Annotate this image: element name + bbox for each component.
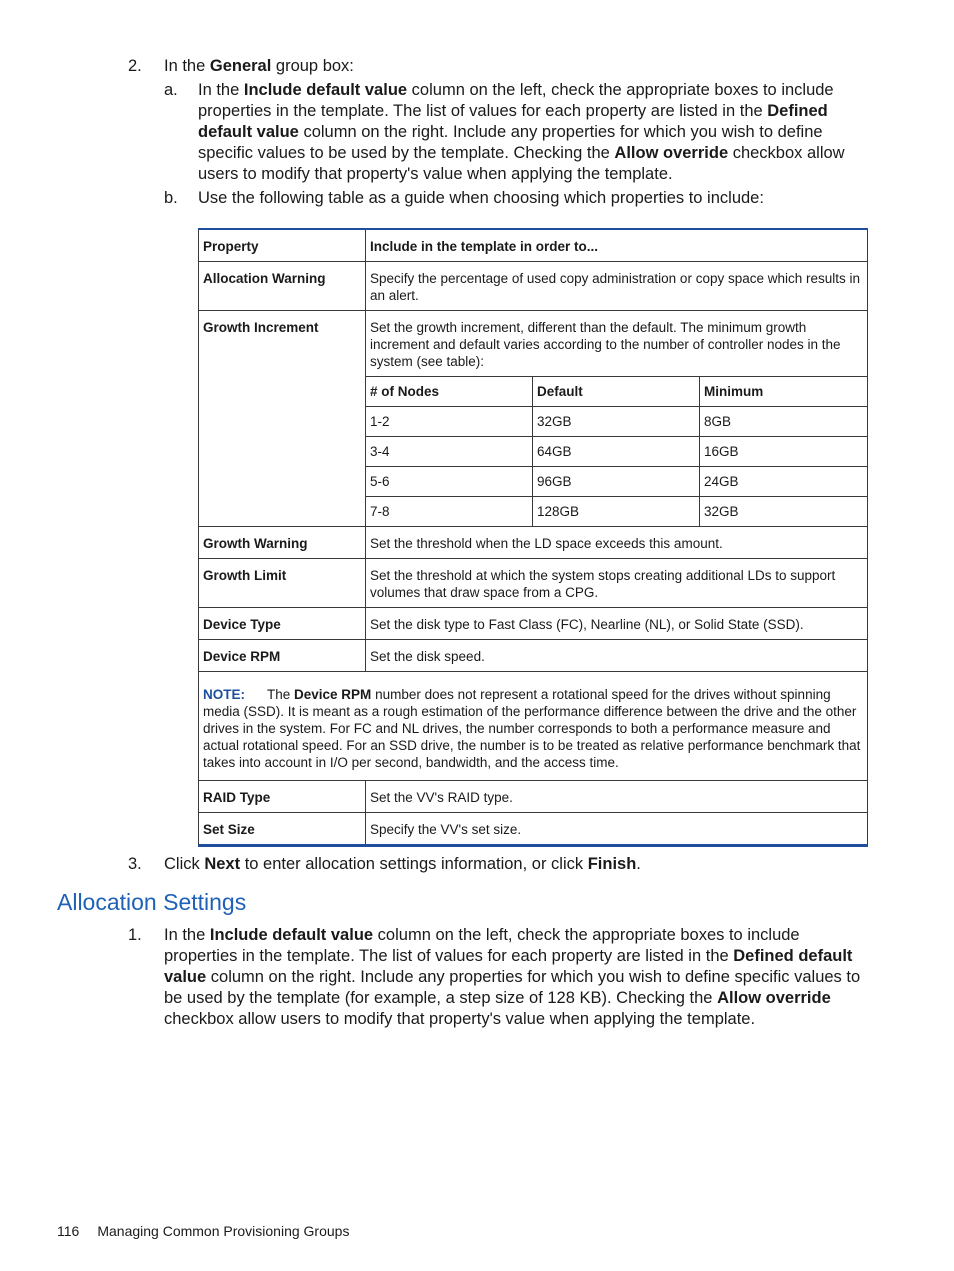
substep-b-text: Use the following table as a guide when choosing which properties to include: (198, 189, 764, 207)
text: checkbox allow users to modify that property's value when applying the template. (198, 144, 845, 183)
description-cell (366, 262, 868, 311)
text: checkbox allow users to modify that property's value when applying the template. (164, 1010, 756, 1028)
nodes-header-cell (700, 377, 868, 407)
text: The (267, 687, 295, 702)
default-cell: 96GB (533, 467, 700, 497)
text: Click (164, 855, 205, 873)
note (199, 672, 867, 780)
page-footer (57, 1223, 349, 1239)
text: column on the left, check the appropriate boxes to include properties in the template. The list of values for each property are listed in the (198, 81, 834, 120)
property-description: Specify the VV's set size. (370, 822, 522, 837)
table-row (199, 559, 868, 608)
chapter-title: Managing Common Provisioning Groups (97, 1223, 350, 1239)
step-number: 2. (128, 57, 142, 75)
table-row (199, 813, 868, 846)
page-number: 116 (57, 1223, 80, 1239)
text: column on the left, check the appropriate boxes to include properties in the template. The list of values for each property are listed in the (164, 926, 800, 965)
table-row (199, 262, 868, 311)
nodes-row (366, 407, 867, 437)
bold-term: Allow override (614, 144, 729, 162)
property-cell (199, 559, 366, 608)
property-name: Device Type (203, 617, 281, 632)
property-description: Specify the percentage of used copy administration or copy space which results in an alert. (370, 271, 861, 303)
nodes-table-header (366, 377, 867, 407)
table-row (199, 608, 868, 640)
property-description: Set the disk type to Fast Class (FC), Nearline (NL), or Solid State (SSD). (370, 617, 804, 632)
table-header-cell (366, 229, 868, 262)
bold-term: Include default value (243, 81, 408, 99)
text: group box: (271, 57, 354, 75)
property-table (198, 228, 868, 847)
property-name: Device RPM (203, 649, 281, 664)
bold-term: Finish (587, 855, 637, 873)
bold-term: Next (204, 855, 241, 873)
nodes-cell: 5-6 (366, 467, 533, 497)
text: In the (164, 57, 210, 75)
substep-label: b. (164, 189, 178, 207)
note-text: number does not represent a rotational speed for the drives without spinning media (SSD). It is meant as a rough estimation of the performance difference between the drive and the other drives in the system. For FC and NL drives, the number corresponds to both a performance measure and actual rotational speed. For an SSD drive, the number is to be treated as relative performance benchmark that takes into account in I/O per second, bandwidth, and the access time. (203, 687, 861, 770)
property-cell (199, 640, 366, 672)
header-label: Minimum (704, 384, 764, 399)
property-description: Set the VV's RAID type. (370, 790, 513, 805)
bold-term: Include default value (209, 926, 374, 944)
text: . (636, 855, 641, 873)
property-cell (199, 813, 366, 846)
table-row (199, 527, 868, 559)
nodes-cell: 1-2 (366, 407, 533, 437)
substep-a-text (198, 80, 866, 185)
description-cell (366, 559, 868, 608)
property-name: Growth Increment (203, 320, 319, 335)
text: In the (164, 926, 210, 944)
substep-label: a. (164, 81, 178, 99)
note-label: NOTE: (203, 687, 245, 702)
nodes-table (366, 376, 867, 526)
note-row (199, 672, 868, 781)
header-label: Include in the template in order to... (370, 239, 599, 254)
allocation-step-1-text (164, 925, 869, 1030)
table-header-cell (199, 229, 366, 262)
property-name: Set Size (203, 822, 255, 837)
table-row (199, 781, 868, 813)
section-title: Allocation Settings (57, 889, 247, 915)
table-row (199, 640, 868, 672)
description-cell (366, 781, 868, 813)
description-cell (366, 640, 868, 672)
nodes-row (366, 467, 867, 497)
bold-term: Allow override (717, 989, 831, 1007)
property-cell (199, 262, 366, 311)
property-cell (199, 608, 366, 640)
property-cell (199, 781, 366, 813)
property-name: Growth Warning (203, 536, 308, 551)
description-cell (366, 311, 868, 527)
nodes-cell: 3-4 (366, 437, 533, 467)
property-description: Set the disk speed. (370, 649, 485, 664)
text: column on the right. Include any properties for which you wish to define specific values to be used by the template (for example, a step size of 128 KB). Checking the (164, 968, 861, 1007)
text: column on the right. Include any properties for which you wish to define specific values to be used by the template. Checking the (198, 123, 823, 162)
text: In the (198, 81, 244, 99)
description-cell (366, 527, 868, 559)
step-number: 1. (128, 926, 142, 944)
nodes-row (366, 437, 867, 467)
note-cell (199, 672, 868, 781)
property-cell (199, 311, 366, 527)
nodes-row (366, 497, 867, 527)
bold-term: Defined default value (164, 947, 853, 986)
bold-term: General (209, 57, 272, 75)
property-description: Set the threshold when the LD space exceeds this amount. (370, 536, 723, 551)
minimum-cell: 32GB (700, 497, 868, 527)
step-2-text (164, 56, 864, 77)
property-name: RAID Type (203, 790, 271, 805)
bold-term: Device RPM (294, 687, 372, 702)
property-description: Set the growth increment, different than the default. The minimum growth increment and default varies according to the number of controller nodes in the system (see table): (370, 320, 841, 369)
description-cell (366, 608, 868, 640)
text: to enter allocation settings information, or click (240, 855, 588, 873)
header-label: # of Nodes (370, 384, 440, 399)
property-description: Set the threshold at which the system stops creating additional LDs to support volumes that draw space from a CPG. (370, 568, 836, 600)
step-number: 3. (128, 855, 142, 873)
header-label: Property (203, 239, 259, 254)
property-name: Growth Limit (203, 568, 287, 583)
table-row (199, 311, 868, 527)
description-cell (366, 813, 868, 846)
nodes-cell: 7-8 (366, 497, 533, 527)
bold-term: Defined default value (198, 102, 828, 141)
minimum-cell: 16GB (700, 437, 868, 467)
minimum-cell: 8GB (700, 407, 868, 437)
step-3-text (164, 854, 864, 875)
property-name: Allocation Warning (203, 271, 326, 286)
default-cell: 128GB (533, 497, 700, 527)
header-label: Default (537, 384, 583, 399)
default-cell: 64GB (533, 437, 700, 467)
nodes-header-cell (366, 377, 533, 407)
property-cell (199, 527, 366, 559)
default-cell: 32GB (533, 407, 700, 437)
table-header-row (199, 229, 868, 262)
minimum-cell: 24GB (700, 467, 868, 497)
nodes-header-cell (533, 377, 700, 407)
